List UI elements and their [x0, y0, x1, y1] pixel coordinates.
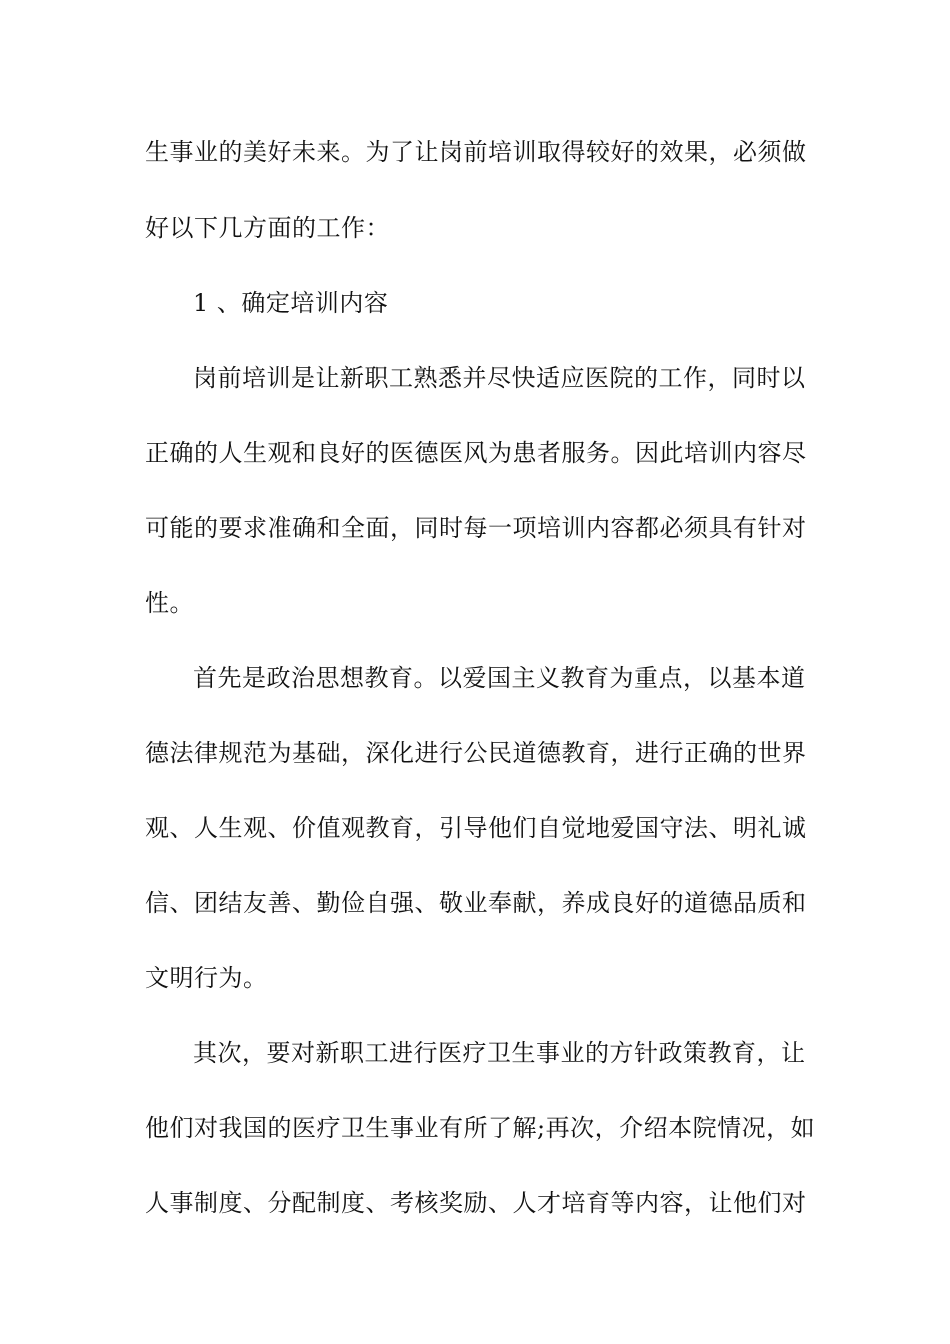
- text-line: 生事业的美好未来。为了让岗前培训取得较好的效果，必须做: [145, 138, 807, 166]
- text-line: 他们对我国的医疗卫生事业有所了解;再次，介绍本院情况，如: [145, 1114, 816, 1142]
- text-line: 性。: [145, 589, 194, 617]
- text-line: 人事制度、分配制度、考核奖励、人才培育等内容，让他们对: [145, 1189, 807, 1217]
- text-line: 德法律规范为基础，深化进行公民道德教育，进行正确的世界: [145, 739, 807, 767]
- paragraph-start-line: 首先是政治思想教育。以爱国主义教育为重点，以基本道: [193, 664, 806, 692]
- text-line: 可能的要求准确和全面，同时每一项培训内容都必须具有针对: [145, 514, 807, 542]
- text-line: 文明行为。: [145, 964, 268, 992]
- text-line: 观、人生观、价值观教育，引导他们自觉地爱国守法、明礼诚: [145, 814, 807, 842]
- paragraph-start-line: 岗前培训是让新职工熟悉并尽快适应医院的工作，同时以: [193, 364, 806, 392]
- text-line: 好以下几方面的工作：: [145, 214, 390, 242]
- text-line: 正确的人生观和良好的医德医风为患者服务。因此培训内容尽: [145, 439, 807, 467]
- text-line: 信、团结友善、勤俭自强、敬业奉献，养成良好的道德品质和: [145, 889, 807, 917]
- paragraph-start-line: 其次，要对新职工进行医疗卫生事业的方针政策教育，让: [193, 1039, 806, 1067]
- section-heading: 1 、确定培训内容: [193, 289, 389, 317]
